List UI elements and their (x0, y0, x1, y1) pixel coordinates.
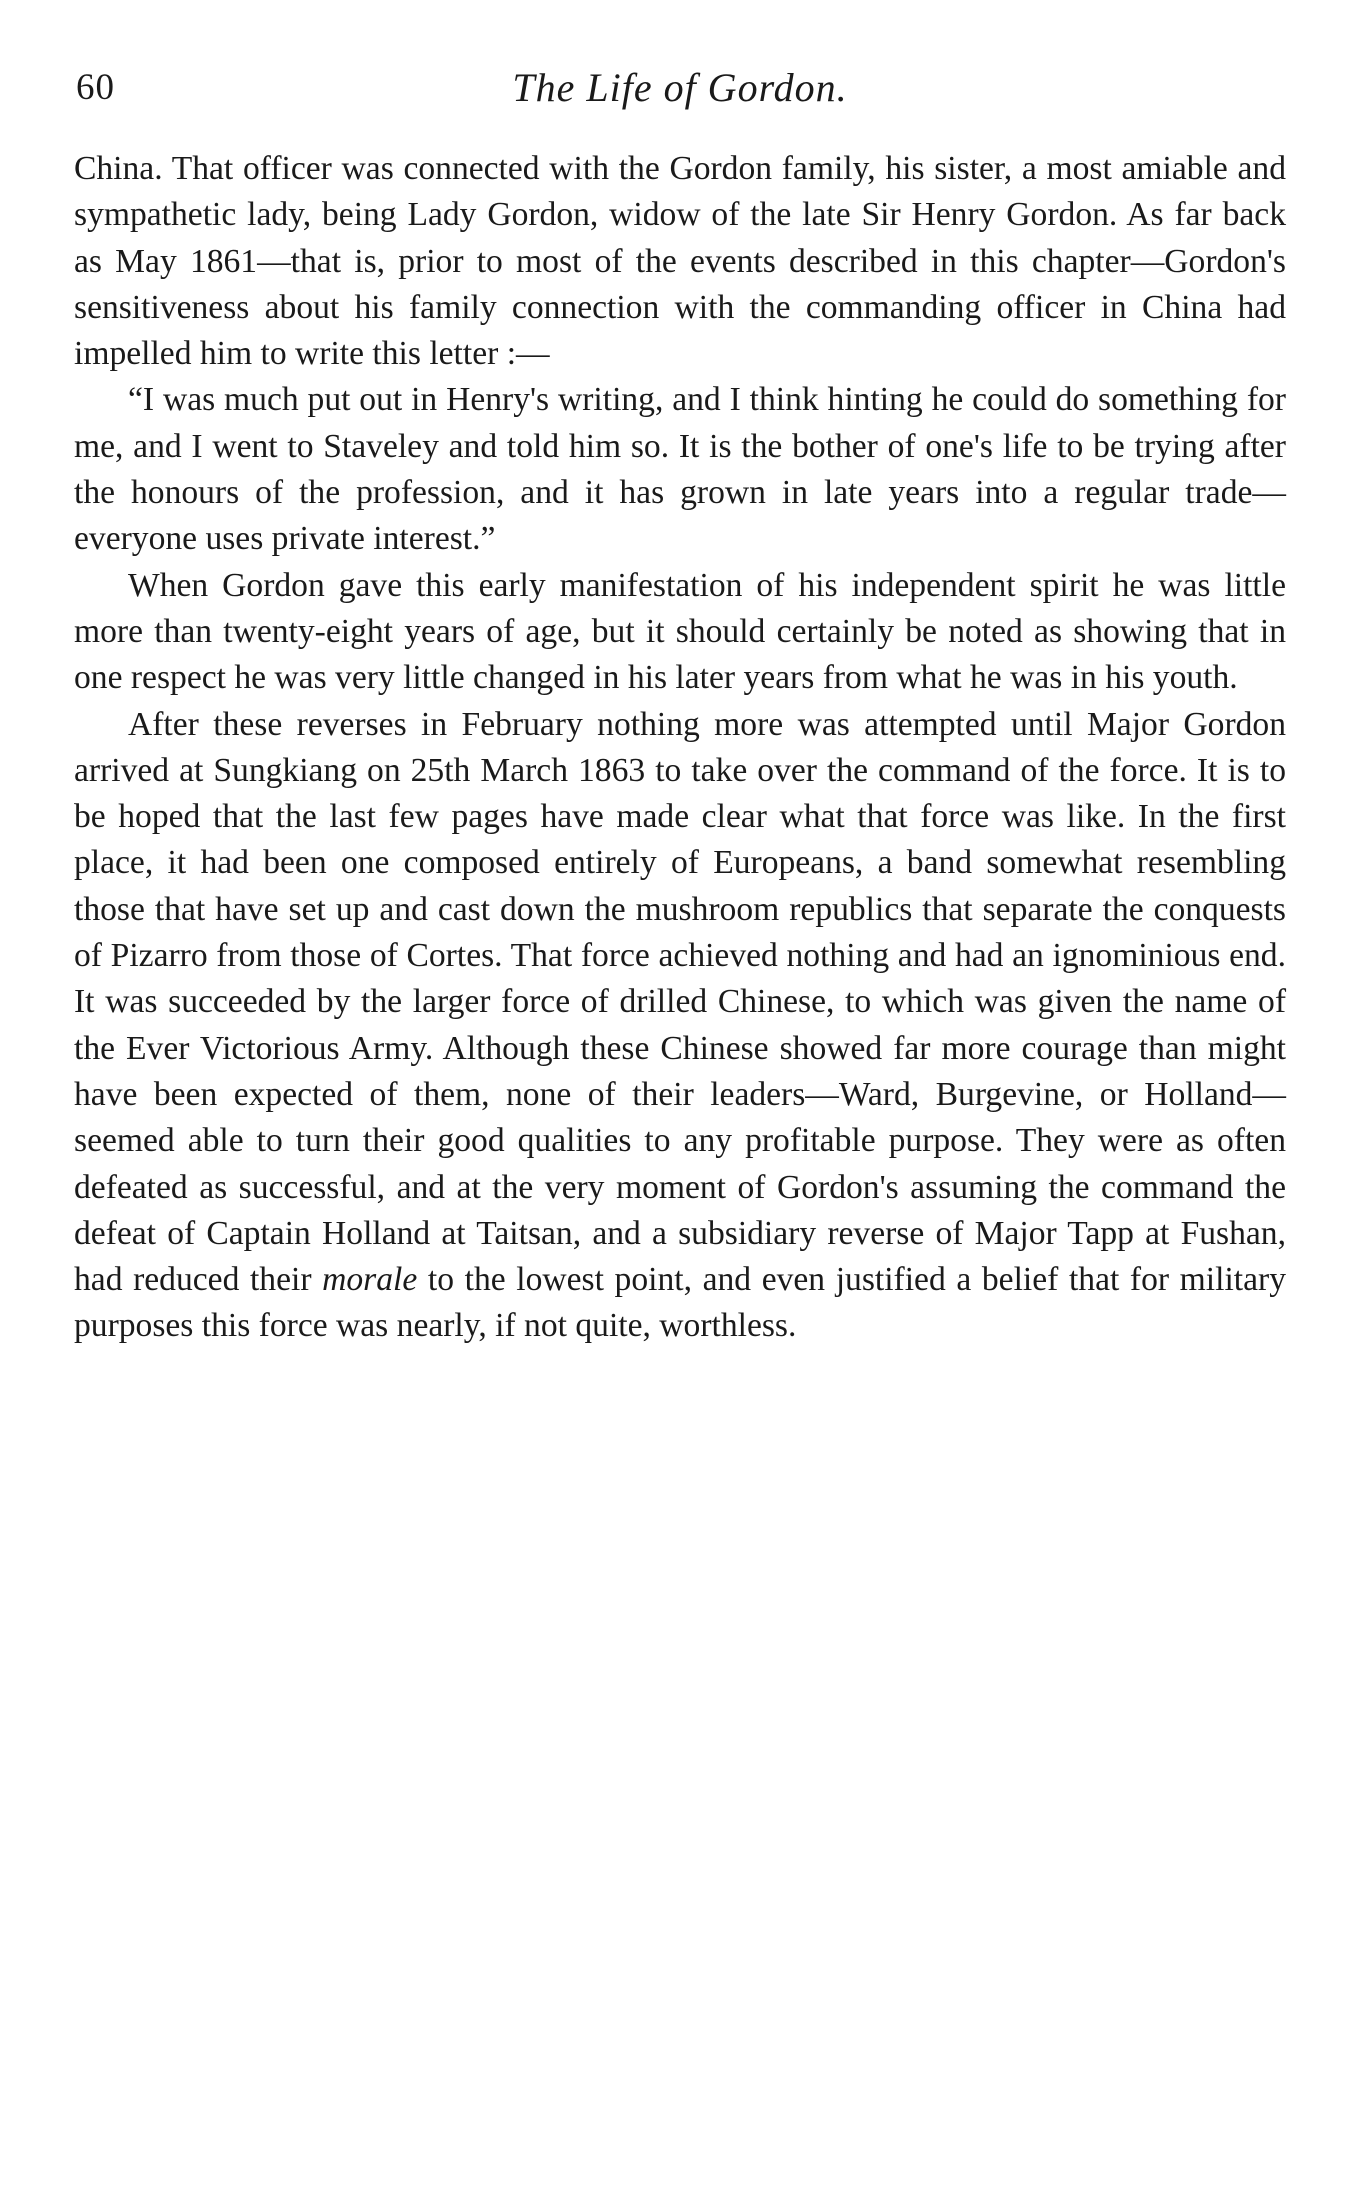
body-text (74, 146, 1286, 1350)
running-head (74, 60, 1286, 124)
paragraph-1: China. That officer was connected with the Gordon family, his sister, a most amiable and sympathetic lady, being Lady Gordon, widow of the late Sir Henry Gordon. As far back as May 1861—that is, prior to most of the events described in this chapter—Gordon's sensitiveness about his family connection with the commanding officer in China had impelled him to write this letter :— (74, 150, 1286, 373)
paragraph-4 (74, 702, 1286, 1350)
italic-word-morale: morale (322, 1261, 418, 1299)
running-title: The Life of Gordon. (512, 65, 848, 110)
quoted-letter: “I was much put out in Henry's writing, and I think hinting he could do something for me, and I went to Staveley and told him so. It is the bother of one's life to be trying after the honours of the profession, and it has grown in late years into a regular trade—everyone uses private interest.” (74, 381, 1286, 558)
paragraph-4-text-end: to the lowest point, and even justified a belief that for military purposes this force was nearly, if not quite, worthless. (74, 1261, 1286, 1345)
page-number: 60 (76, 67, 115, 108)
paragraph-3: When Gordon gave this early manifestation of his independent spirit he was little more than twenty-eight years of age, but it should certainly be noted as showing that in one respect he was very little changed in his later years from what he was in his youth. (74, 566, 1286, 697)
book-page (74, 60, 1286, 1350)
paragraph-4-text-start: After these reverses in February nothing more was attempted until Major Gordon arrived at Sungkiang on 25th March 1863 to take over the command of the force. It is to be hoped that the last few pages have made clear what that force was like. In the first place, it had been one composed entirely of Europeans, a band somewhat resembling those that have set up and cast down the mushroom republics that separate the conquests of Pizarro from those of Cortes. That force achieved nothing and had an ignominious end. It was succeeded by the larger force of drilled Chinese, to which was given the name of the Ever Victorious Army. Although these Chinese showed far more courage than might have been expected of them, none of their leaders—Ward, Burgevine, or Holland—seemed able to turn their good qualities to any profitable purpose. They were as often defeated as successful, and at the very moment of Gordon's assuming the command the defeat of Captain Holland at Taitsan, and a subsidiary reverse of Major Tapp at Fushan, had reduced their (74, 705, 1286, 1299)
